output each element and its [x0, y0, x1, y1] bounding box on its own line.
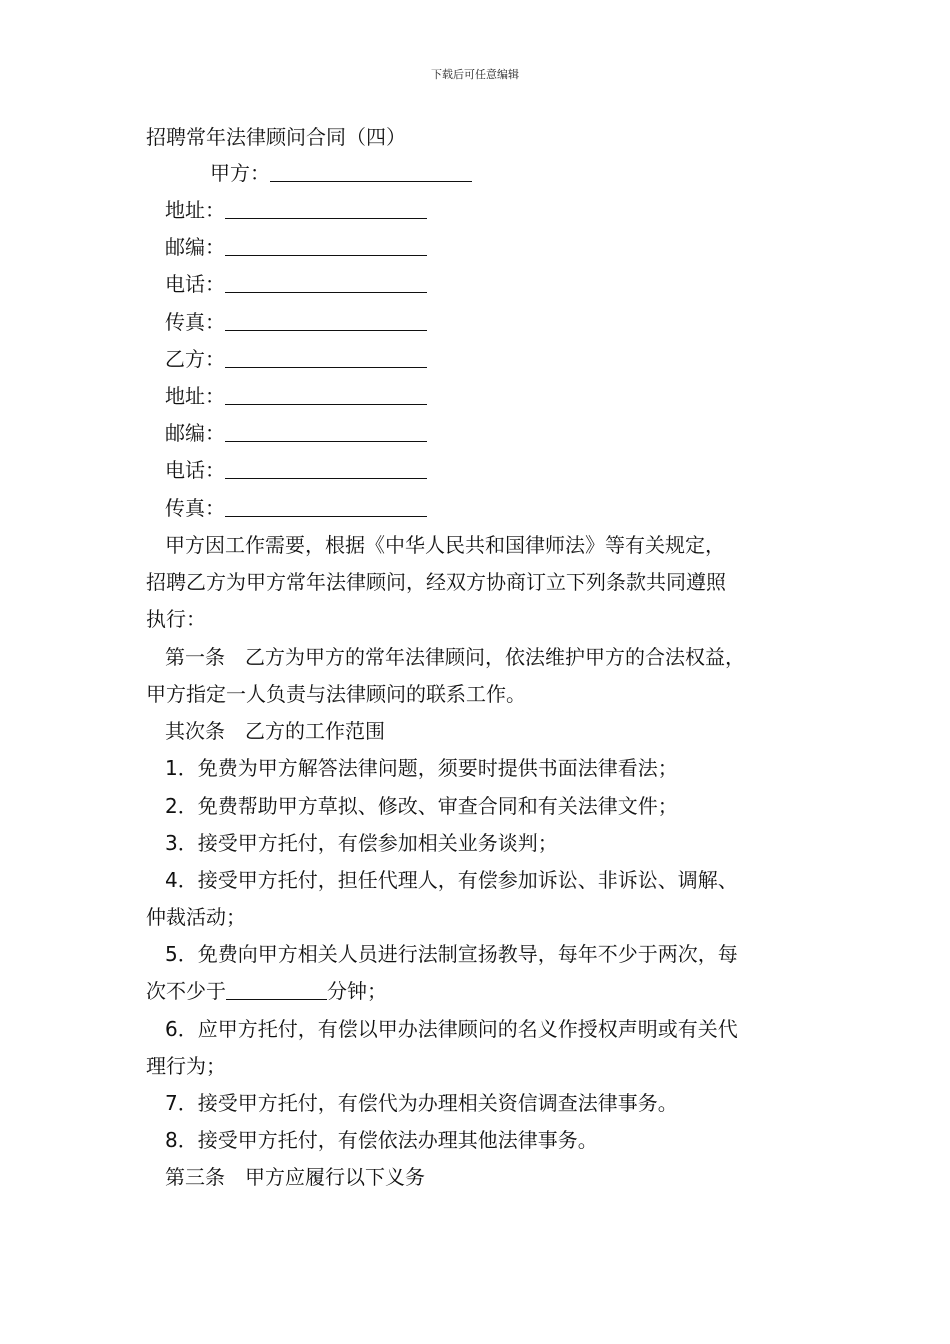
party-b-postcode-row [165, 420, 427, 446]
party-a-postcode-row [165, 234, 427, 260]
scope-item-5-line-1: 5．免费向甲方相关人员进行法制宣扬教导，每年不少于两次，每 [165, 942, 738, 966]
article-2-title: 其次条 乙方的工作范围 [165, 719, 385, 743]
article-3-title: 第三条 甲方应履行以下义务 [165, 1165, 425, 1189]
preamble-line-2: 招聘乙方为甲方常年法律顾问，经双方协商订立下列条款共同遵照 [146, 570, 726, 594]
party-a-address-row [165, 197, 427, 223]
scope-item-5-suffix: 分钟； [327, 979, 387, 1003]
party-a-fax-blank[interactable] [225, 310, 427, 331]
party-a-fax-label: 传真： [165, 310, 225, 334]
scope-item-6-line-1: 6．应甲方托付，有偿以甲办法律顾问的名义作授权声明或有关代 [165, 1017, 738, 1041]
party-b-postcode-label: 邮编： [165, 421, 225, 445]
scope-item-2: 2．免费帮助甲方草拟、修改、审查合同和有关法律文件； [165, 794, 678, 818]
party-a-name-blank[interactable] [270, 161, 472, 182]
party-b-phone-label: 电话： [165, 458, 225, 482]
scope-item-7: 7．接受甲方托付，有偿代为办理相关资信调查法律事务。 [165, 1091, 678, 1115]
scope-item-6-line-2: 理行为； [146, 1054, 226, 1078]
scope-item-3: 3．接受甲方托付，有偿参加相关业务谈判； [165, 831, 558, 855]
party-b-phone-blank[interactable] [225, 458, 427, 479]
scope-item-4-line-1: 4．接受甲方托付，担任代理人，有偿参加诉讼、非诉讼、调解、 [165, 868, 738, 892]
party-b-fax-label: 传真： [165, 496, 225, 520]
party-b-name-label: 乙方： [165, 347, 225, 371]
minutes-blank[interactable] [226, 979, 327, 1000]
preamble-line-3: 执行： [146, 607, 206, 631]
document-title: 招聘常年法律顾问合同（四） [146, 125, 406, 149]
party-a-phone-row [165, 271, 427, 297]
article-1-line-1: 第一条 乙方为甲方的常年法律顾问，依法维护甲方的合法权益， [165, 645, 745, 669]
party-b-postcode-blank[interactable] [225, 421, 427, 442]
party-a-fax-row [165, 309, 427, 335]
scope-item-1: 1．免费为甲方解答法律问题，须要时提供书面法律看法； [165, 756, 678, 780]
party-a-name-label: 甲方： [210, 161, 270, 185]
party-b-name-blank[interactable] [225, 347, 427, 368]
party-a-address-label: 地址： [165, 198, 225, 222]
party-a-postcode-blank[interactable] [225, 235, 427, 256]
party-b-address-blank[interactable] [225, 384, 427, 405]
party-b-fax-blank[interactable] [225, 496, 427, 517]
party-a-phone-blank[interactable] [225, 272, 427, 293]
party-a-address-blank[interactable] [225, 198, 427, 219]
scope-item-4-line-2: 仲裁活动； [146, 905, 246, 929]
party-a-name-row [210, 160, 472, 186]
party-a-phone-label: 电话： [165, 272, 225, 296]
party-b-address-label: 地址： [165, 384, 225, 408]
preamble-line-1: 甲方因工作需要，根据《中华人民共和国律师法》等有关规定， [165, 533, 725, 557]
party-a-postcode-label: 邮编： [165, 235, 225, 259]
scope-item-8: 8．接受甲方托付，有偿依法办理其他法律事务。 [165, 1128, 598, 1152]
party-b-phone-row [165, 457, 427, 483]
scope-item-5-line-2 [146, 978, 387, 1004]
party-b-fax-row [165, 495, 427, 521]
article-1-line-2: 甲方指定一人负责与法律顾问的联系工作。 [146, 682, 526, 706]
party-b-name-row [165, 346, 427, 372]
party-b-address-row [165, 383, 427, 409]
scope-item-5-prefix: 次不少于 [146, 979, 226, 1003]
page-header: 下载后可任意编辑 [431, 68, 519, 81]
